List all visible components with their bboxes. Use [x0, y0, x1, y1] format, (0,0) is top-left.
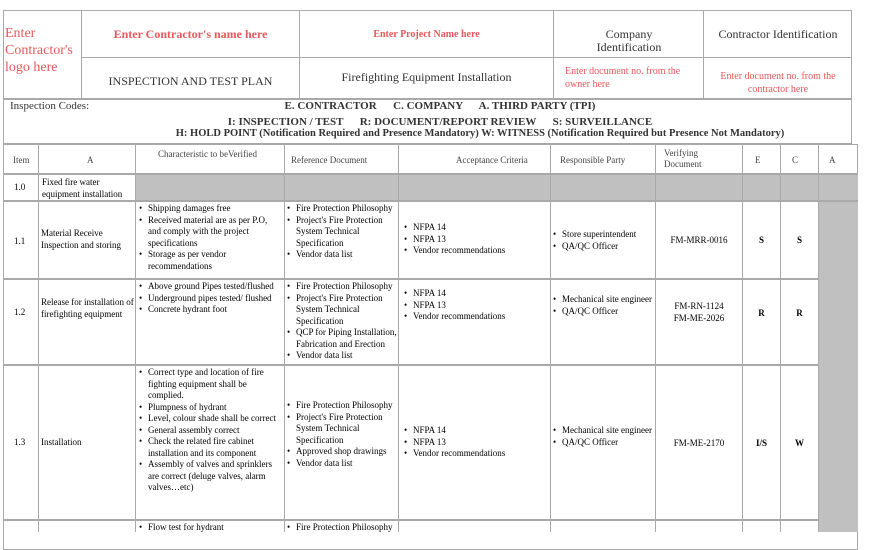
project-name-placeholder: Enter Project Name here — [373, 29, 480, 40]
list-item: • Check the related fire cabinet installation and its component — [139, 436, 281, 459]
list-item: • Vendor recommendations — [404, 448, 548, 460]
list-item: • Store superintendent — [553, 229, 653, 241]
list-item: • QA/QC Officer — [553, 437, 653, 449]
row-1-1-acceptance — [404, 222, 548, 257]
list-item: • NFPA 14 — [404, 222, 548, 234]
inspection-codes-label: Inspection Codes: — [10, 100, 90, 112]
list-item: • Project's Fire Protection System Technical Specification — [287, 293, 399, 328]
row-1-3-activity: Installation — [41, 437, 82, 447]
list-item: • Project's Fire Protection System Technical Specification — [287, 412, 399, 447]
list-item: • Plumpness of hydrant — [139, 402, 281, 414]
list-item: • Fire Protection Philosophy — [287, 203, 399, 215]
row-1-2-c: R — [796, 308, 803, 318]
row-1-1-references — [287, 203, 399, 261]
plan-title: INSPECTION AND TEST PLAN — [108, 74, 273, 88]
list-item: • Received material are as per P.O, and comply with the project specifications — [139, 215, 281, 250]
list-item: • Vendor data list — [287, 249, 399, 261]
row-1-3-item: 1.3 — [14, 437, 26, 447]
company-identification: Company Identification — [596, 27, 662, 54]
list-item: • Vendor recommendations — [404, 311, 548, 323]
col-reference: Reference Document — [291, 155, 368, 165]
list-item: • General assembly correct — [139, 425, 281, 437]
row-1-2-verifying: FM-RN-1124 FM-ME-2026 — [673, 301, 725, 323]
list-item: • QA/QC Officer — [553, 306, 653, 318]
list-item: • Assembly of valves and sprinklers are correct (deluge valves, alarm valves…etc) — [139, 459, 281, 494]
section-row-shading — [136, 175, 858, 200]
list-item: • NFPA 13 — [404, 234, 548, 246]
row-1-1-characteristics — [139, 203, 281, 272]
row-1-1-item: 1.1 — [14, 236, 26, 246]
section-title: Fixed fire water equipment installation — [42, 177, 123, 199]
grid-v-characteristic — [135, 144, 136, 532]
list-item: • Correct type and location of fire fighting equipment shall be complied. — [139, 367, 281, 402]
row-1-4 — [3, 520, 858, 550]
list-item: • QA/QC Officer — [553, 241, 653, 253]
list-item: • Concrete hydrant foot — [139, 304, 281, 316]
a-column-shading — [819, 202, 858, 532]
col-e: E — [755, 155, 761, 165]
list-item: • QCP for Piping Installation, Fabrication and Erection — [287, 327, 399, 350]
inspection-codes-line1: E. CONTRACTOR C. COMPANY A. THIRD PARTY (TPI) — [284, 100, 596, 112]
list-item: • Mechanical site engineer — [553, 425, 653, 437]
col-a: A — [829, 155, 836, 165]
list-item: • Underground pipes tested/ flushed — [139, 293, 281, 305]
list-item: • Vendor data list — [287, 458, 399, 470]
list-item: • Fire Protection Philosophy — [287, 522, 399, 534]
header-divider-v2 — [299, 10, 300, 99]
grid-v-e — [742, 144, 743, 532]
row-1-3-verifying: FM-ME-2170 — [673, 438, 725, 448]
row-1-3-c: W — [795, 438, 804, 448]
row-1-2-characteristics — [139, 281, 281, 316]
col-activity: A — [87, 155, 94, 165]
owner-docno-placeholder: Enter document no. from the owner here — [565, 66, 681, 90]
list-item: • NFPA 13 — [404, 437, 548, 449]
row-1-3-acceptance — [404, 425, 548, 460]
grid-v-c — [780, 144, 781, 532]
row-1-2-activity: Release for installation of firefighting equipment — [41, 297, 134, 319]
row-1-2-acceptance — [404, 288, 548, 323]
grid-v-verifying — [655, 144, 656, 532]
list-item: • Above ground Pipes tested/flushed — [139, 281, 281, 293]
grid-v-responsible — [550, 144, 551, 532]
row-1-3-references — [287, 400, 399, 469]
column-header-row — [3, 144, 858, 174]
grid-v-activity — [38, 144, 39, 532]
col-responsible: Responsible Party — [560, 155, 626, 165]
grid-v-reference — [284, 144, 285, 532]
contractor-logo-placeholder: Enter Contractor's logo here — [5, 26, 73, 75]
contractor-identification: Contractor Identification — [718, 27, 838, 41]
list-item: • Fire Protection Philosophy — [287, 400, 399, 412]
list-item: • Project's Fire Protection System Technical Specification — [287, 215, 399, 250]
col-acceptance: Acceptance Criteria — [456, 155, 528, 165]
list-item: • NFPA 14 — [404, 425, 548, 437]
col-verifying: Verifying Document — [664, 148, 702, 169]
row-1-3-e: I/S — [755, 438, 767, 448]
row-1-1-e: S — [758, 235, 764, 245]
list-item: • Storage as per vendor recommendations — [139, 249, 281, 272]
row-1-1-c: S — [796, 235, 802, 245]
row-1-3-responsible — [553, 425, 653, 448]
list-item: • Vendor data list — [287, 350, 399, 362]
inspection-codes-line3: H: HOLD POINT (Notification Required and Presence Mandatory) W: WITNESS (Notification Required but Presence Not Mandatory) — [175, 128, 785, 139]
contractor-docno-placeholder: Enter document no. from the contractor here — [720, 71, 836, 95]
list-item: • Mechanical site engineer — [553, 294, 653, 306]
row-1-2-e: R — [758, 308, 765, 318]
section-item-number: 1.0 — [14, 182, 26, 192]
list-item: • Approved shop drawings — [287, 446, 399, 458]
row-1-3-characteristics — [139, 367, 281, 494]
col-c: C — [792, 155, 799, 165]
row-1-1-verifying: FM-MRR-0016 — [670, 235, 728, 245]
list-item: • NFPA 13 — [404, 300, 548, 312]
list-item: • Shipping damages free — [139, 203, 281, 215]
list-item: • Vendor recommendations — [404, 245, 548, 257]
inspection-codes-line2: I: INSPECTION / TEST R: DOCUMENT/REPORT REVIEW S: SURVEILLANCE — [227, 116, 653, 128]
contractor-name-placeholder: Enter Contractor's name here — [113, 27, 268, 41]
header-divider-v3 — [553, 10, 554, 99]
row-1-2-item: 1.2 — [14, 307, 26, 317]
list-item: • Flow test for hydrant — [139, 522, 281, 534]
header-divider-h — [81, 57, 852, 58]
plan-subject: Firefighting Equipment Installation — [341, 70, 512, 84]
row-1-2-references — [287, 281, 399, 362]
row-1-1-responsible — [553, 229, 653, 252]
col-characteristic: Characteristic to beVerified — [158, 149, 257, 159]
list-item: • Fire Protection Philosophy — [287, 281, 399, 293]
row-1-2-responsible — [553, 294, 653, 317]
col-item: Item — [13, 155, 30, 165]
list-item: • NFPA 14 — [404, 288, 548, 300]
row-1-1-activity: Material Receive Inspection and storing — [41, 228, 121, 250]
list-item: • Level, colour shade shall be correct — [139, 413, 281, 425]
